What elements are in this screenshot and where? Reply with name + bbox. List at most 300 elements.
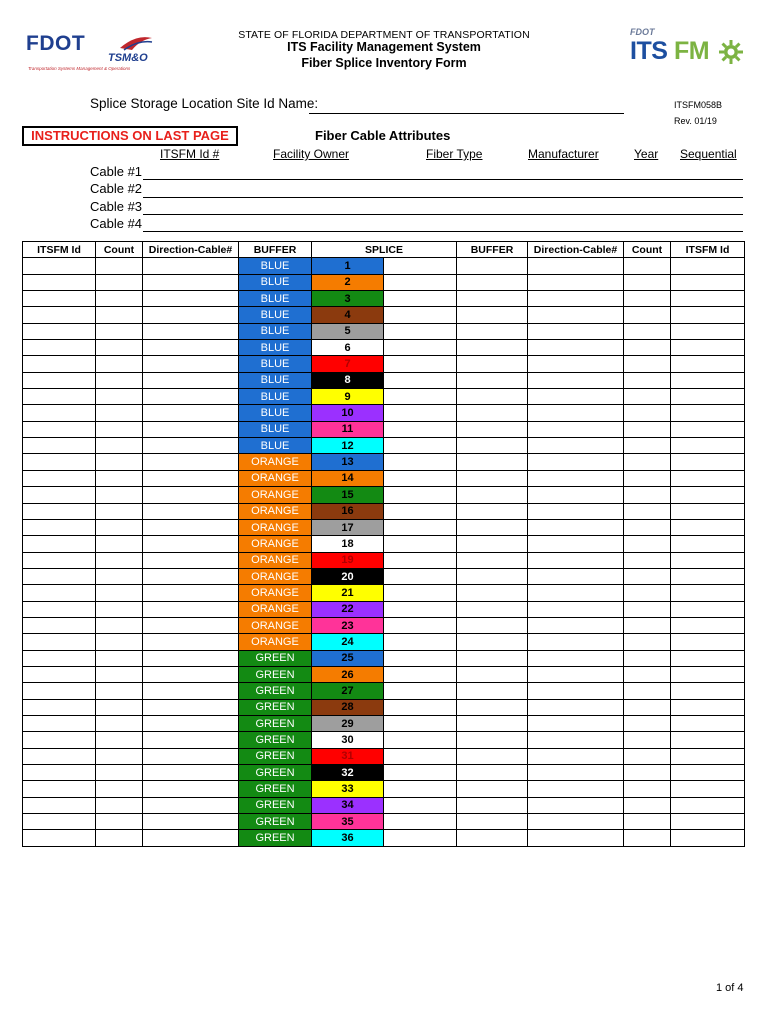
splice-match-cell[interactable] <box>384 814 457 830</box>
direction-left-cell[interactable] <box>143 487 239 503</box>
buffer-right-cell[interactable] <box>457 389 528 405</box>
direction-right-cell[interactable] <box>528 274 624 290</box>
itsfm-id-right-cell[interactable] <box>671 732 745 748</box>
cable-2-input[interactable] <box>143 197 743 198</box>
direction-right-cell[interactable] <box>528 552 624 568</box>
itsfm-id-left-cell[interactable] <box>23 487 96 503</box>
splice-match-cell[interactable] <box>384 323 457 339</box>
buffer-right-cell[interactable] <box>457 699 528 715</box>
count-right-cell[interactable] <box>624 699 671 715</box>
direction-right-cell[interactable] <box>528 601 624 617</box>
count-right-cell[interactable] <box>624 356 671 372</box>
direction-right-cell[interactable] <box>528 634 624 650</box>
direction-right-cell[interactable] <box>528 765 624 781</box>
itsfm-id-left-cell[interactable] <box>23 585 96 601</box>
direction-left-cell[interactable] <box>143 650 239 666</box>
itsfm-id-right-cell[interactable] <box>671 487 745 503</box>
itsfm-id-right-cell[interactable] <box>671 699 745 715</box>
count-left-cell[interactable] <box>96 291 143 307</box>
buffer-right-cell[interactable] <box>457 421 528 437</box>
itsfm-id-left-cell[interactable] <box>23 323 96 339</box>
direction-right-cell[interactable] <box>528 814 624 830</box>
count-left-cell[interactable] <box>96 797 143 813</box>
direction-left-cell[interactable] <box>143 356 239 372</box>
direction-left-cell[interactable] <box>143 732 239 748</box>
count-right-cell[interactable] <box>624 666 671 682</box>
buffer-right-cell[interactable] <box>457 715 528 731</box>
count-left-cell[interactable] <box>96 732 143 748</box>
itsfm-id-right-cell[interactable] <box>671 765 745 781</box>
itsfm-id-right-cell[interactable] <box>671 519 745 535</box>
buffer-right-cell[interactable] <box>457 634 528 650</box>
splice-match-cell[interactable] <box>384 519 457 535</box>
direction-right-cell[interactable] <box>528 372 624 388</box>
buffer-right-cell[interactable] <box>457 601 528 617</box>
direction-right-cell[interactable] <box>528 536 624 552</box>
count-right-cell[interactable] <box>624 519 671 535</box>
table-row <box>23 699 745 715</box>
buffer-right-cell[interactable] <box>457 797 528 813</box>
count-left-cell[interactable] <box>96 585 143 601</box>
itsfm-id-right-cell[interactable] <box>671 634 745 650</box>
splice-match-cell[interactable] <box>384 552 457 568</box>
direction-right-cell[interactable] <box>528 340 624 356</box>
buffer-right-cell[interactable] <box>457 454 528 470</box>
gear-icon <box>718 39 744 65</box>
itsfm-id-right-cell[interactable] <box>671 585 745 601</box>
itsfm-id-right-cell[interactable] <box>671 503 745 519</box>
count-right-cell[interactable] <box>624 307 671 323</box>
count-left-cell[interactable] <box>96 617 143 633</box>
buffer-right-cell[interactable] <box>457 340 528 356</box>
direction-right-cell[interactable] <box>528 258 624 274</box>
itsfm-id-right-cell[interactable] <box>671 666 745 682</box>
count-right-cell[interactable] <box>624 340 671 356</box>
direction-left-cell[interactable] <box>143 601 239 617</box>
splice-match-cell[interactable] <box>384 307 457 323</box>
buffer-right-cell[interactable] <box>457 666 528 682</box>
site-id-input[interactable] <box>309 113 624 114</box>
count-right-cell[interactable] <box>624 470 671 486</box>
direction-right-cell[interactable] <box>528 487 624 503</box>
count-left-cell[interactable] <box>96 421 143 437</box>
splice-match-cell[interactable] <box>384 781 457 797</box>
count-left-cell[interactable] <box>96 601 143 617</box>
direction-right-cell[interactable] <box>528 715 624 731</box>
count-right-cell[interactable] <box>624 748 671 764</box>
count-right-cell[interactable] <box>624 683 671 699</box>
buffer-right-cell[interactable] <box>457 814 528 830</box>
count-right-cell[interactable] <box>624 568 671 584</box>
count-left-cell[interactable] <box>96 503 143 519</box>
cable-4-input[interactable] <box>143 231 743 232</box>
direction-right-cell[interactable] <box>528 781 624 797</box>
count-right-cell[interactable] <box>624 732 671 748</box>
splice-match-cell[interactable] <box>384 715 457 731</box>
buffer-right-cell[interactable] <box>457 830 528 846</box>
splice-match-cell[interactable] <box>384 291 457 307</box>
count-right-cell[interactable] <box>624 765 671 781</box>
count-right-cell[interactable] <box>624 781 671 797</box>
itsfm-id-right-cell[interactable] <box>671 617 745 633</box>
direction-right-cell[interactable] <box>528 470 624 486</box>
count-right-cell[interactable] <box>624 323 671 339</box>
itsfm-id-left-cell[interactable] <box>23 356 96 372</box>
direction-left-cell[interactable] <box>143 389 239 405</box>
itsfm-id-left-cell[interactable] <box>23 699 96 715</box>
buffer-right-cell[interactable] <box>457 519 528 535</box>
itsfm-id-left-cell[interactable] <box>23 307 96 323</box>
count-left-cell[interactable] <box>96 340 143 356</box>
splice-match-cell[interactable] <box>384 650 457 666</box>
itsfm-id-right-cell[interactable] <box>671 797 745 813</box>
itsfm-id-left-cell[interactable] <box>23 650 96 666</box>
splice-match-cell[interactable] <box>384 601 457 617</box>
direction-right-cell[interactable] <box>528 356 624 372</box>
buffer-right-cell[interactable] <box>457 781 528 797</box>
itsfm-id-right-cell[interactable] <box>671 552 745 568</box>
buffer-right-cell[interactable] <box>457 487 528 503</box>
splice-match-cell[interactable] <box>384 258 457 274</box>
direction-right-cell[interactable] <box>528 389 624 405</box>
itsfm-id-right-cell[interactable] <box>671 748 745 764</box>
direction-left-cell[interactable] <box>143 421 239 437</box>
itsfm-id-left-cell[interactable] <box>23 715 96 731</box>
itsfm-id-left-cell[interactable] <box>23 454 96 470</box>
splice-match-cell[interactable] <box>384 503 457 519</box>
itsfm-id-right-cell[interactable] <box>671 438 745 454</box>
direction-right-cell[interactable] <box>528 438 624 454</box>
count-right-cell[interactable] <box>624 715 671 731</box>
direction-left-cell[interactable] <box>143 748 239 764</box>
buffer-right-cell[interactable] <box>457 323 528 339</box>
itsfm-id-left-cell[interactable] <box>23 291 96 307</box>
splice-cell: 9 <box>312 389 384 405</box>
direction-left-cell[interactable] <box>143 830 239 846</box>
itsfm-id-left-cell[interactable] <box>23 503 96 519</box>
direction-right-cell[interactable] <box>528 503 624 519</box>
itsfm-id-left-cell[interactable] <box>23 765 96 781</box>
itsfm-id-right-cell[interactable] <box>671 781 745 797</box>
direction-right-cell[interactable] <box>528 307 624 323</box>
itsfm-id-left-cell[interactable] <box>23 666 96 682</box>
direction-left-cell[interactable] <box>143 699 239 715</box>
count-left-cell[interactable] <box>96 323 143 339</box>
itsfm-id-left-cell[interactable] <box>23 617 96 633</box>
count-left-cell[interactable] <box>96 666 143 682</box>
direction-left-cell[interactable] <box>143 797 239 813</box>
itsfm-id-left-cell[interactable] <box>23 536 96 552</box>
direction-left-cell[interactable] <box>143 438 239 454</box>
splice-match-cell[interactable] <box>384 797 457 813</box>
itsfm-id-left-cell[interactable] <box>23 781 96 797</box>
buffer-right-cell[interactable] <box>457 274 528 290</box>
itsfm-id-right-cell[interactable] <box>671 274 745 290</box>
buffer-right-cell[interactable] <box>457 372 528 388</box>
buffer-right-cell[interactable] <box>457 470 528 486</box>
itsfm-id-left-cell[interactable] <box>23 274 96 290</box>
direction-left-cell[interactable] <box>143 765 239 781</box>
splice-match-cell[interactable] <box>384 536 457 552</box>
buffer-right-cell[interactable] <box>457 552 528 568</box>
count-right-cell[interactable] <box>624 536 671 552</box>
direction-left-cell[interactable] <box>143 683 239 699</box>
itsfm-id-right-cell[interactable] <box>671 291 745 307</box>
itsfm-id-right-cell[interactable] <box>671 650 745 666</box>
buffer-right-cell[interactable] <box>457 356 528 372</box>
itsfm-id-left-cell[interactable] <box>23 814 96 830</box>
itsfm-id-left-cell[interactable] <box>23 601 96 617</box>
splice-match-cell[interactable] <box>384 830 457 846</box>
buffer-right-cell[interactable] <box>457 503 528 519</box>
count-right-cell[interactable] <box>624 389 671 405</box>
count-left-cell[interactable] <box>96 715 143 731</box>
itsfm-id-right-cell[interactable] <box>671 340 745 356</box>
direction-left-cell[interactable] <box>143 258 239 274</box>
direction-left-cell[interactable] <box>143 307 239 323</box>
direction-left-cell[interactable] <box>143 617 239 633</box>
splice-match-cell[interactable] <box>384 405 457 421</box>
direction-right-cell[interactable] <box>528 617 624 633</box>
splice-match-cell[interactable] <box>384 568 457 584</box>
buffer-right-cell[interactable] <box>457 765 528 781</box>
count-right-cell[interactable] <box>624 405 671 421</box>
itsfm-id-left-cell[interactable] <box>23 519 96 535</box>
splice-match-cell[interactable] <box>384 389 457 405</box>
count-left-cell[interactable] <box>96 372 143 388</box>
itsfm-id-left-cell[interactable] <box>23 389 96 405</box>
count-left-cell[interactable] <box>96 683 143 699</box>
itsfm-id-right-cell[interactable] <box>671 421 745 437</box>
count-left-cell[interactable] <box>96 536 143 552</box>
direction-left-cell[interactable] <box>143 323 239 339</box>
itsfm-id-left-cell[interactable] <box>23 830 96 846</box>
itsfm-id-left-cell[interactable] <box>23 634 96 650</box>
count-left-cell[interactable] <box>96 389 143 405</box>
count-left-cell[interactable] <box>96 438 143 454</box>
itsfm-id-right-cell[interactable] <box>671 683 745 699</box>
direction-right-cell[interactable] <box>528 830 624 846</box>
itsfm-id-right-cell[interactable] <box>671 356 745 372</box>
count-left-cell[interactable] <box>96 356 143 372</box>
buffer-right-cell[interactable] <box>457 683 528 699</box>
count-right-cell[interactable] <box>624 438 671 454</box>
itsfm-id-right-cell[interactable] <box>671 715 745 731</box>
itsfm-id-left-cell[interactable] <box>23 748 96 764</box>
direction-right-cell[interactable] <box>528 291 624 307</box>
direction-left-cell[interactable] <box>143 781 239 797</box>
buffer-right-cell[interactable] <box>457 748 528 764</box>
cable-1-input[interactable] <box>143 179 743 180</box>
direction-right-cell[interactable] <box>528 797 624 813</box>
count-right-cell[interactable] <box>624 552 671 568</box>
itsfm-id-right-cell[interactable] <box>671 536 745 552</box>
direction-left-cell[interactable] <box>143 536 239 552</box>
buffer-right-cell[interactable] <box>457 568 528 584</box>
count-left-cell[interactable] <box>96 634 143 650</box>
direction-left-cell[interactable] <box>143 634 239 650</box>
itsfm-id-left-cell[interactable] <box>23 405 96 421</box>
direction-right-cell[interactable] <box>528 421 624 437</box>
splice-match-cell[interactable] <box>384 634 457 650</box>
direction-left-cell[interactable] <box>143 519 239 535</box>
itsfm-id-right-cell[interactable] <box>671 307 745 323</box>
count-right-cell[interactable] <box>624 258 671 274</box>
form-revision: Rev. 01/19 <box>674 116 717 126</box>
direction-left-cell[interactable] <box>143 372 239 388</box>
buffer-cell: GREEN <box>239 748 312 764</box>
direction-left-cell[interactable] <box>143 405 239 421</box>
buffer-right-cell[interactable] <box>457 536 528 552</box>
itsfm-id-left-cell[interactable] <box>23 372 96 388</box>
itsfm-id-left-cell[interactable] <box>23 470 96 486</box>
count-right-cell[interactable] <box>624 634 671 650</box>
splice-match-cell[interactable] <box>384 748 457 764</box>
count-right-cell[interactable] <box>624 421 671 437</box>
direction-right-cell[interactable] <box>528 454 624 470</box>
splice-match-cell[interactable] <box>384 699 457 715</box>
itsfm-id-right-cell[interactable] <box>671 258 745 274</box>
itsfm-id-right-cell[interactable] <box>671 601 745 617</box>
cable-3-input[interactable] <box>143 214 743 215</box>
itsfm-id-right-cell[interactable] <box>671 830 745 846</box>
itsfm-id-right-cell[interactable] <box>671 389 745 405</box>
direction-right-cell[interactable] <box>528 683 624 699</box>
buffer-right-cell[interactable] <box>457 405 528 421</box>
count-left-cell[interactable] <box>96 781 143 797</box>
count-left-cell[interactable] <box>96 748 143 764</box>
count-right-cell[interactable] <box>624 503 671 519</box>
splice-match-cell[interactable] <box>384 617 457 633</box>
col-header-buffer-left: BUFFER <box>239 242 312 258</box>
splice-match-cell[interactable] <box>384 585 457 601</box>
direction-left-cell[interactable] <box>143 454 239 470</box>
direction-left-cell[interactable] <box>143 715 239 731</box>
splice-match-cell[interactable] <box>384 438 457 454</box>
direction-right-cell[interactable] <box>528 568 624 584</box>
itsfm-id-left-cell[interactable] <box>23 732 96 748</box>
buffer-right-cell[interactable] <box>457 732 528 748</box>
buffer-right-cell[interactable] <box>457 307 528 323</box>
itsfm-id-right-cell[interactable] <box>671 814 745 830</box>
direction-left-cell[interactable] <box>143 291 239 307</box>
count-left-cell[interactable] <box>96 552 143 568</box>
count-left-cell[interactable] <box>96 519 143 535</box>
itsfm-id-left-cell[interactable] <box>23 421 96 437</box>
count-left-cell[interactable] <box>96 650 143 666</box>
direction-left-cell[interactable] <box>143 552 239 568</box>
count-right-cell[interactable] <box>624 650 671 666</box>
count-right-cell[interactable] <box>624 601 671 617</box>
splice-match-cell[interactable] <box>384 683 457 699</box>
itsfm-id-left-cell[interactable] <box>23 683 96 699</box>
direction-left-cell[interactable] <box>143 274 239 290</box>
count-right-cell[interactable] <box>624 814 671 830</box>
itsfm-id-left-cell[interactable] <box>23 797 96 813</box>
count-right-cell[interactable] <box>624 372 671 388</box>
buffer-right-cell[interactable] <box>457 585 528 601</box>
count-left-cell[interactable] <box>96 405 143 421</box>
itsfm-id-right-cell[interactable] <box>671 405 745 421</box>
count-left-cell[interactable] <box>96 470 143 486</box>
splice-cell: 19 <box>312 552 384 568</box>
itsfm-id-left-cell[interactable] <box>23 258 96 274</box>
count-left-cell[interactable] <box>96 487 143 503</box>
splice-match-cell[interactable] <box>384 470 457 486</box>
count-right-cell[interactable] <box>624 585 671 601</box>
buffer-right-cell[interactable] <box>457 650 528 666</box>
direction-left-cell[interactable] <box>143 340 239 356</box>
splice-match-cell[interactable] <box>384 666 457 682</box>
direction-right-cell[interactable] <box>528 405 624 421</box>
direction-left-cell[interactable] <box>143 585 239 601</box>
itsfm-id-right-cell[interactable] <box>671 568 745 584</box>
count-right-cell[interactable] <box>624 797 671 813</box>
itsfm-id-right-cell[interactable] <box>671 470 745 486</box>
direction-right-cell[interactable] <box>528 650 624 666</box>
count-right-cell[interactable] <box>624 274 671 290</box>
itsfm-id-left-cell[interactable] <box>23 340 96 356</box>
splice-match-cell[interactable] <box>384 340 457 356</box>
direction-left-cell[interactable] <box>143 666 239 682</box>
buffer-right-cell[interactable] <box>457 438 528 454</box>
itsfm-id-right-cell[interactable] <box>671 323 745 339</box>
buffer-right-cell[interactable] <box>457 291 528 307</box>
direction-right-cell[interactable] <box>528 585 624 601</box>
count-right-cell[interactable] <box>624 617 671 633</box>
itsfm-id-right-cell[interactable] <box>671 454 745 470</box>
splice-match-cell[interactable] <box>384 454 457 470</box>
direction-right-cell[interactable] <box>528 519 624 535</box>
count-right-cell[interactable] <box>624 454 671 470</box>
count-left-cell[interactable] <box>96 830 143 846</box>
count-left-cell[interactable] <box>96 454 143 470</box>
count-right-cell[interactable] <box>624 830 671 846</box>
count-left-cell[interactable] <box>96 274 143 290</box>
buffer-right-cell[interactable] <box>457 258 528 274</box>
itsfm-id-right-cell[interactable] <box>671 372 745 388</box>
splice-match-cell[interactable] <box>384 356 457 372</box>
count-left-cell[interactable] <box>96 568 143 584</box>
splice-match-cell[interactable] <box>384 487 457 503</box>
direction-right-cell[interactable] <box>528 323 624 339</box>
direction-right-cell[interactable] <box>528 699 624 715</box>
splice-match-cell[interactable] <box>384 765 457 781</box>
direction-right-cell[interactable] <box>528 732 624 748</box>
itsfm-id-left-cell[interactable] <box>23 438 96 454</box>
count-left-cell[interactable] <box>96 765 143 781</box>
splice-match-cell[interactable] <box>384 421 457 437</box>
direction-right-cell[interactable] <box>528 748 624 764</box>
direction-right-cell[interactable] <box>528 666 624 682</box>
itsfm-id-left-cell[interactable] <box>23 552 96 568</box>
count-left-cell[interactable] <box>96 814 143 830</box>
count-left-cell[interactable] <box>96 699 143 715</box>
direction-left-cell[interactable] <box>143 814 239 830</box>
splice-match-cell[interactable] <box>384 274 457 290</box>
count-right-cell[interactable] <box>624 291 671 307</box>
direction-left-cell[interactable] <box>143 503 239 519</box>
direction-left-cell[interactable] <box>143 568 239 584</box>
count-left-cell[interactable] <box>96 258 143 274</box>
direction-left-cell[interactable] <box>143 470 239 486</box>
splice-match-cell[interactable] <box>384 732 457 748</box>
splice-match-cell[interactable] <box>384 372 457 388</box>
buffer-right-cell[interactable] <box>457 617 528 633</box>
count-right-cell[interactable] <box>624 487 671 503</box>
count-left-cell[interactable] <box>96 307 143 323</box>
itsfm-id-left-cell[interactable] <box>23 568 96 584</box>
